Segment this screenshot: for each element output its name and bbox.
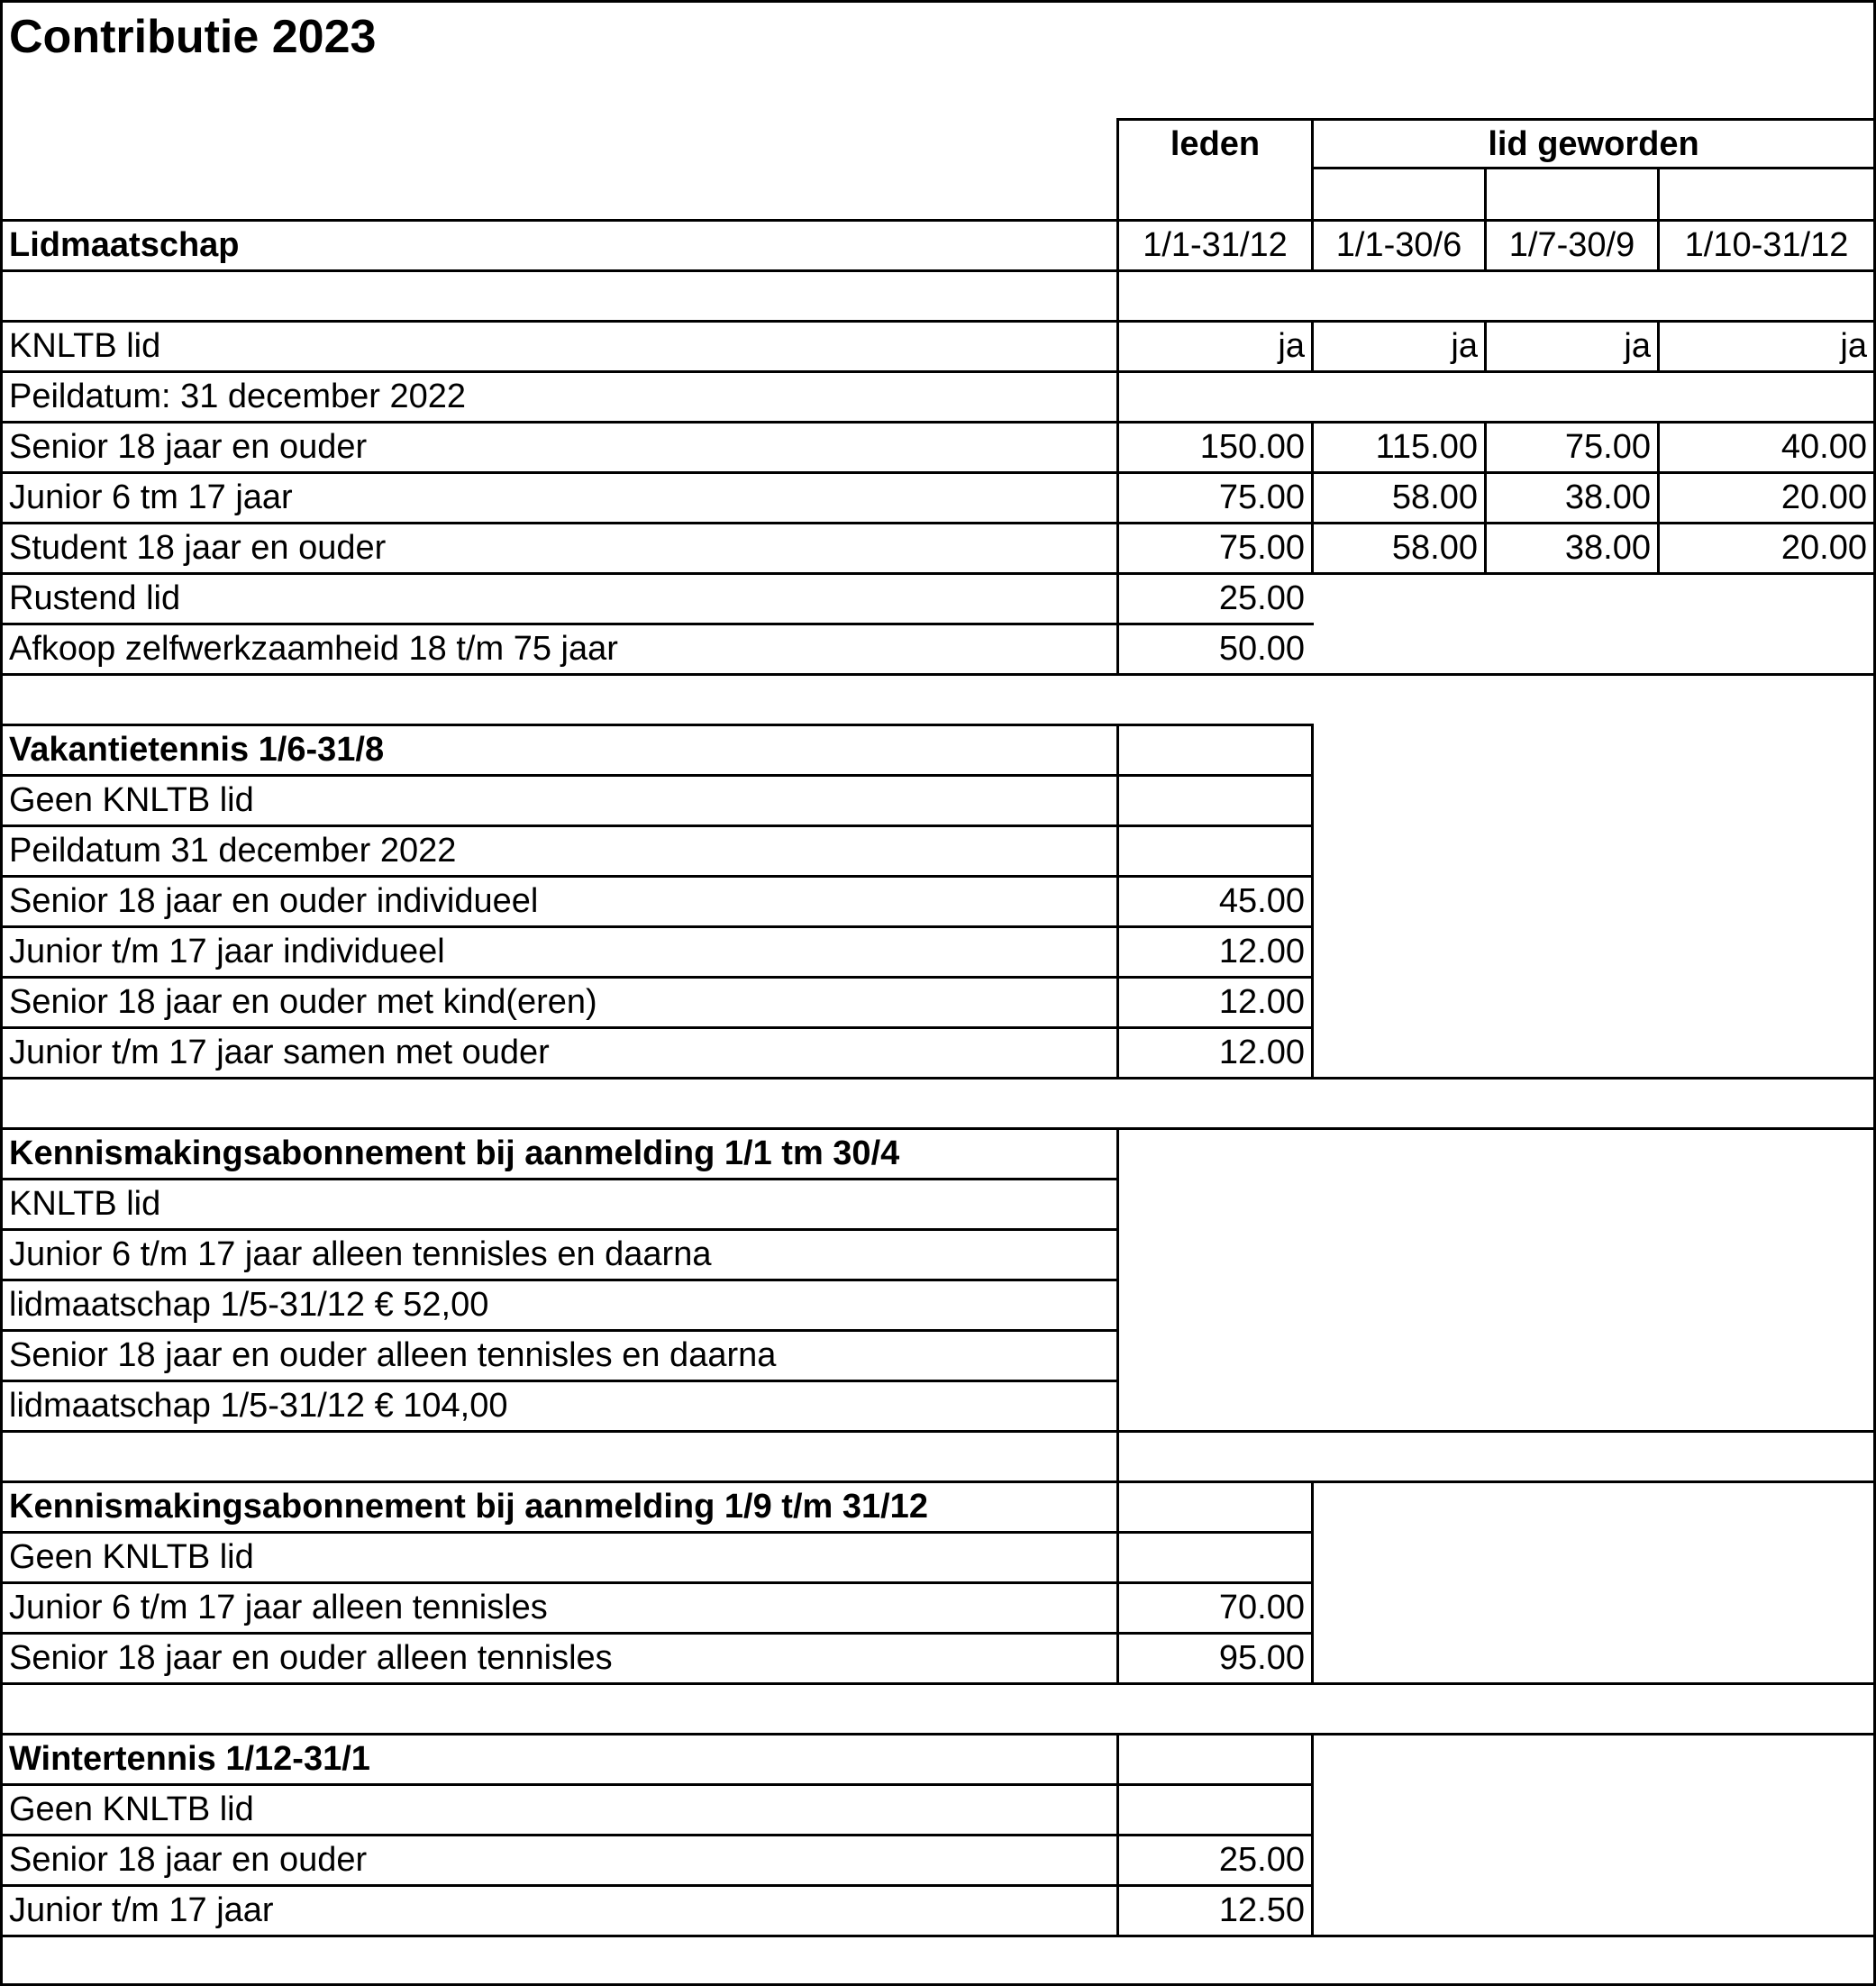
row-label: Geen KNLTB lid (9, 1538, 254, 1576)
cell-value: 115.00 (1375, 428, 1478, 466)
row-label: KNLTB lid (9, 1185, 161, 1223)
cell-value: 58.00 (1391, 529, 1478, 567)
cell-value: 38.00 (1564, 478, 1651, 516)
row-label: lidmaatschap 1/5-31/12 € 104,00 (9, 1387, 508, 1425)
row-label: Junior 6 tm 17 jaar (9, 478, 293, 516)
section-heading-wintertennis: Wintertennis 1/12-31/1 (9, 1740, 370, 1778)
grid-line (0, 0, 3, 1986)
grid-line (1116, 269, 1119, 320)
cell-value: 20.00 (1780, 478, 1867, 516)
cell-value: 150.00 (1199, 428, 1305, 466)
cell-value: ja (1840, 327, 1867, 365)
period-header: 1/1-31/12 (1143, 226, 1288, 264)
row-label: Junior t/m 17 jaar samen met ouder (9, 1034, 550, 1071)
row-label: KNLTB lid (9, 327, 161, 365)
row-label: Junior 6 t/m 17 jaar alleen tennisles en daarna (9, 1235, 712, 1273)
row-label: Junior t/m 17 jaar individueel (9, 933, 445, 970)
row-label: Senior 18 jaar en ouder (9, 1841, 368, 1879)
cell-value: 12.00 (1218, 983, 1305, 1021)
cell-value: 25.00 (1218, 1841, 1305, 1879)
row-label: Junior 6 t/m 17 jaar alleen tennisles (9, 1589, 548, 1626)
cell-value: 75.00 (1218, 529, 1305, 567)
cell-value: ja (1624, 327, 1651, 365)
cell-value: 70.00 (1218, 1589, 1305, 1626)
row-label: Senior 18 jaar en ouder (9, 428, 368, 466)
grid-line (0, 1935, 1876, 1937)
cell-value: 95.00 (1218, 1639, 1305, 1677)
row-label: Peildatum: 31 december 2022 (9, 378, 466, 415)
section-label-lidmaatschap: Lidmaatschap (9, 226, 240, 264)
cell-value: 45.00 (1218, 882, 1305, 920)
row-label: lidmaatschap 1/5-31/12 € 52,00 (9, 1286, 489, 1324)
section-heading-kennismaking-voorjaar: Kennismakingsabonnement bij aanmelding 1/1 tm 30/4 (9, 1134, 900, 1172)
row-label: Junior t/m 17 jaar (9, 1891, 274, 1929)
row-label: Geen KNLTB lid (9, 781, 254, 819)
cell-value: 75.00 (1564, 428, 1651, 466)
row-label: Senior 18 jaar en ouder met kind(eren) (9, 983, 597, 1021)
section-heading-kennismaking-najaar: Kennismakingsabonnement bij aanmelding 1/9 t/m 31/12 (9, 1488, 928, 1526)
header-leden: leden (1170, 125, 1261, 163)
row-label: Senior 18 jaar en ouder individueel (9, 882, 539, 920)
row-label: Senior 18 jaar en ouder alleen tennisles (9, 1639, 613, 1677)
cell-value: 38.00 (1564, 529, 1651, 567)
cell-value: 12.00 (1218, 1034, 1305, 1071)
cell-value: 58.00 (1391, 478, 1478, 516)
period-header: 1/10-31/12 (1684, 226, 1849, 264)
row-label: Afkoop zelfwerkzaamheid 18 t/m 75 jaar (9, 630, 618, 668)
grid-line (0, 0, 1876, 3)
cell-value: 40.00 (1780, 428, 1867, 466)
row-label: Student 18 jaar en ouder (9, 529, 387, 567)
cell-value: 12.00 (1218, 933, 1305, 970)
period-header: 1/7-30/9 (1508, 226, 1635, 264)
row-label: Peildatum 31 december 2022 (9, 832, 457, 870)
cell-value: ja (1278, 327, 1305, 365)
cell-value: 12.50 (1218, 1891, 1305, 1929)
row-label: Geen KNLTB lid (9, 1790, 254, 1828)
row-label: Rustend lid (9, 579, 181, 617)
cell-value: 75.00 (1218, 478, 1305, 516)
sheet-title: Contributie 2023 (9, 11, 377, 63)
row-label: Senior 18 jaar en ouder alleen tennisles en daarna (9, 1336, 777, 1374)
cell-value: 50.00 (1218, 630, 1305, 668)
cell-value: 20.00 (1780, 529, 1867, 567)
cell-value: ja (1451, 327, 1478, 365)
cell-value: 25.00 (1218, 579, 1305, 617)
section-heading-vakantietennis: Vakantietennis 1/6-31/8 (9, 731, 385, 769)
period-header: 1/1-30/6 (1335, 226, 1462, 264)
header-lid-geworden: lid geworden (1488, 125, 1699, 163)
